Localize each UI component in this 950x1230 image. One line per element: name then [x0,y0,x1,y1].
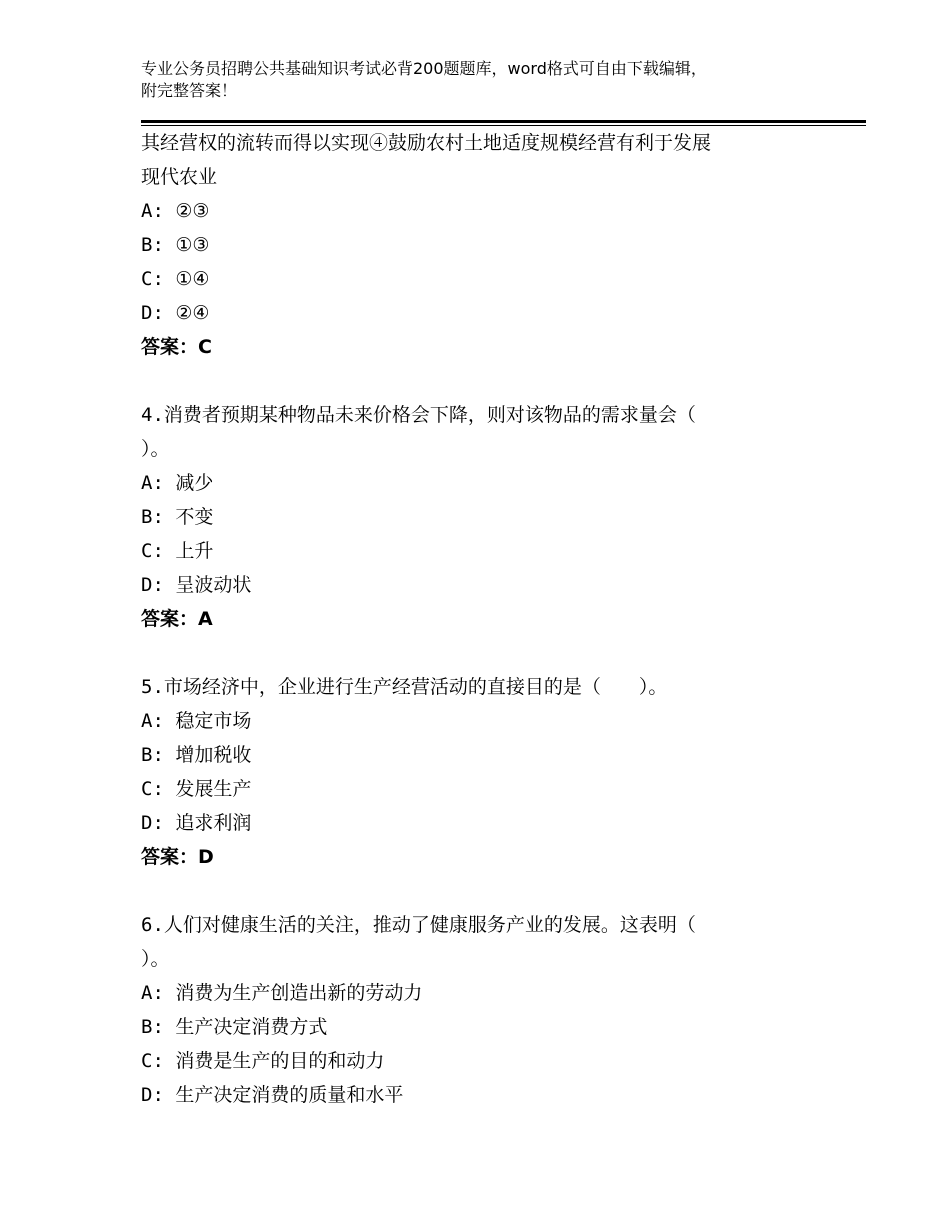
question-3-stem-cont-1: 其经营权的流转而得以实现④鼓励农村土地适度规模经营有利于发展 [141,132,712,154]
question-5-option-c: C: 发展生产 [141,778,252,800]
header-rule-thick [141,120,866,123]
question-content [141,126,801,1112]
page-header [141,58,841,102]
question-6-stem-1: 6.人们对健康生活的关注，推动了健康服务产业的发展。这表明（ [141,914,696,936]
question-4-option-c: C: 上升 [141,540,214,562]
question-5 [141,670,801,874]
header-line-2: 附完整答案！ [141,81,238,100]
question-5-option-d: D: 追求利润 [141,812,252,834]
question-3-option-a: A: ②③ [141,200,210,222]
header-line-1: 专业公务员招聘公共基础知识考试必背200题题库，word格式可自由下载编辑， [141,59,707,78]
question-5-option-b: B: 增加税收 [141,744,252,766]
question-6-stem-2: ）。 [141,948,170,970]
question-6-option-a: A: 消费为生产创造出新的劳动力 [141,982,423,1004]
question-5-stem-1: 5.市场经济中，企业进行生产经营活动的直接目的是（ ）。 [141,676,668,698]
spacer [141,874,801,908]
question-6-option-d: D: 生产决定消费的质量和水平 [141,1084,404,1106]
question-3 [141,126,801,364]
question-6-option-b: B: 生产决定消费方式 [141,1016,328,1038]
question-5-answer: 答案：D [141,846,214,868]
question-4-option-a: A: 减少 [141,472,214,494]
question-6 [141,908,801,1112]
question-3-answer: 答案：C [141,336,212,358]
question-4-option-d: D: 呈波动状 [141,574,252,596]
question-3-stem-cont-2: 现代农业 [141,166,218,188]
question-5-option-a: A: 稳定市场 [141,710,252,732]
question-4 [141,398,801,636]
question-3-option-c: C: ①④ [141,268,210,290]
question-4-stem-1: 4.消费者预期某种物品未来价格会下降，则对该物品的需求量会（ [141,404,696,426]
question-3-option-d: D: ②④ [141,302,210,324]
question-4-answer: 答案：A [141,608,213,630]
question-4-stem-2: ）。 [141,438,170,460]
spacer [141,636,801,670]
spacer [141,364,801,398]
question-6-option-c: C: 消费是生产的目的和动力 [141,1050,385,1072]
question-4-option-b: B: 不变 [141,506,214,528]
question-3-option-b: B: ①③ [141,234,210,256]
